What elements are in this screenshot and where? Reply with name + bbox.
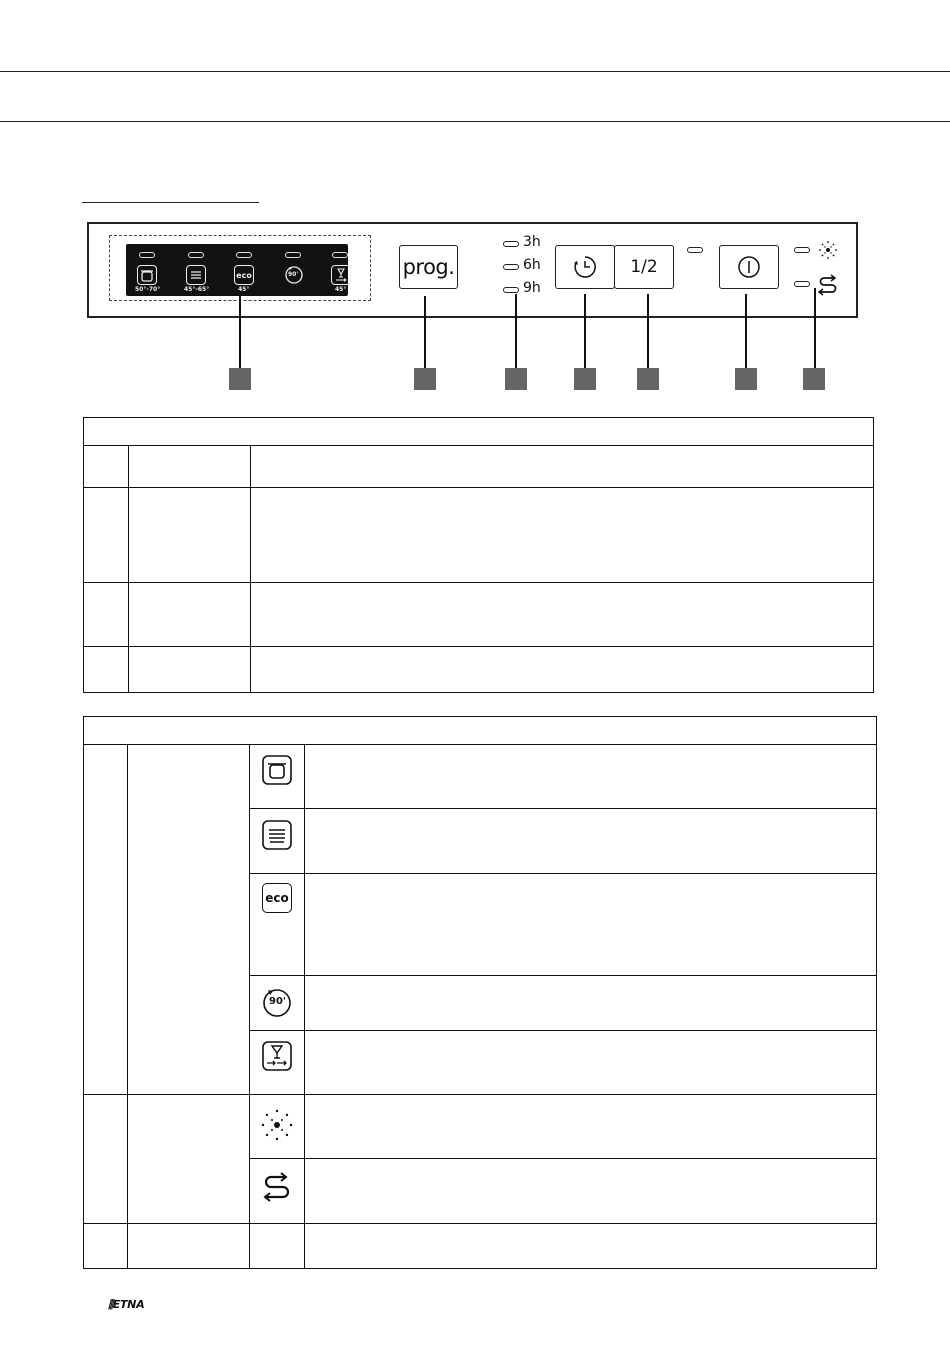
controls-table	[83, 417, 874, 693]
salt-indicator	[794, 281, 810, 287]
programs-table-col-rule	[249, 744, 250, 1269]
controls-table-header-rule	[83, 445, 874, 446]
delay-indicator-3h	[503, 241, 519, 247]
program-button[interactable]: prog.	[399, 245, 458, 289]
programs-table-row-rule	[249, 975, 877, 976]
half-load-button[interactable]: 1/2	[614, 245, 674, 289]
program-indicator-3	[236, 252, 252, 258]
rinse-aid-icon	[260, 1108, 294, 1142]
controls-table-col-rule	[250, 445, 251, 693]
programs-table-row-rule	[249, 873, 877, 874]
header-rule-top	[0, 71, 950, 72]
salt-icon	[260, 1170, 294, 1204]
program-indicator-5	[332, 252, 348, 258]
callout-marker-icon	[803, 368, 825, 390]
rinse-aid-icon	[816, 238, 840, 262]
leader-line-3	[515, 294, 517, 369]
program-indicator-1	[139, 252, 155, 258]
program-temp-2: 45°-65°	[184, 286, 210, 293]
power-indicator	[687, 247, 703, 253]
programs-table-row-rule	[249, 1030, 877, 1031]
delay-start-button[interactable]	[555, 245, 615, 289]
glass-icon	[262, 1041, 292, 1071]
delay-label-9h: 9h	[523, 280, 541, 296]
leader-line-7	[814, 288, 816, 369]
program-indicator-2	[188, 252, 204, 258]
programs-table-row-rule	[83, 1094, 877, 1095]
callout-marker-icon	[574, 368, 596, 390]
leader-line-4	[584, 294, 586, 369]
pot-icon	[262, 755, 292, 785]
rinse-aid-indicator	[794, 247, 810, 253]
power-button[interactable]	[719, 245, 779, 289]
controls-table-row-rule	[83, 487, 874, 488]
programs-table-col-rule	[304, 744, 305, 1269]
programs-table-row-rule	[249, 808, 877, 809]
power-icon	[736, 254, 762, 280]
callout-marker-icon	[637, 368, 659, 390]
programs-table	[83, 716, 877, 1269]
program-selection-area	[109, 235, 371, 301]
controls-table-row-rule	[83, 582, 874, 583]
callout-marker-icon	[505, 368, 527, 390]
leader-line-2	[424, 296, 426, 369]
salt-icon	[816, 273, 840, 297]
callout-marker-icon	[414, 368, 436, 390]
control-panel	[87, 222, 858, 318]
leader-line-5	[647, 294, 649, 369]
program-indicator-4	[285, 252, 301, 258]
program-temp-5: 45°	[335, 286, 347, 293]
programs-table-row-rule	[83, 1223, 877, 1224]
callout-marker-icon	[735, 368, 757, 390]
logo-mark-icon: ⫼	[108, 1298, 113, 1311]
logo-text: ETNA	[112, 1298, 145, 1311]
eco-icon: eco	[262, 883, 292, 913]
eco-icon: eco	[234, 265, 254, 285]
leader-line-6	[745, 294, 747, 369]
brand-logo	[108, 1298, 144, 1312]
callout-marker-icon	[229, 368, 251, 390]
quick-90-label: 90'	[269, 996, 286, 1007]
controls-table-col-rule	[128, 445, 129, 693]
delay-indicator-6h	[503, 264, 519, 270]
program-temp-3: 45°	[238, 286, 250, 293]
programs-table-header-rule	[83, 744, 877, 745]
pot-icon	[137, 265, 157, 285]
quick-90-icon	[284, 265, 304, 285]
leader-line-1	[239, 294, 241, 369]
controls-table-row-rule	[83, 646, 874, 647]
clock-icon	[572, 254, 598, 280]
quick-90-icon	[262, 987, 292, 1017]
section-underline	[82, 202, 259, 203]
plates-icon	[186, 265, 206, 285]
delay-label-6h: 6h	[523, 257, 541, 273]
glass-icon	[331, 265, 351, 285]
delay-label-3h: 3h	[523, 234, 541, 250]
program-temp-1: 50°-70°	[135, 286, 161, 293]
programs-table-row-rule	[249, 1158, 877, 1159]
program-display	[126, 244, 348, 296]
delay-indicator-9h	[503, 287, 519, 293]
quick-90-label: 90'	[288, 271, 299, 278]
header-rule-bottom	[0, 121, 950, 122]
programs-table-col-rule	[127, 744, 128, 1269]
plates-icon	[262, 820, 292, 850]
